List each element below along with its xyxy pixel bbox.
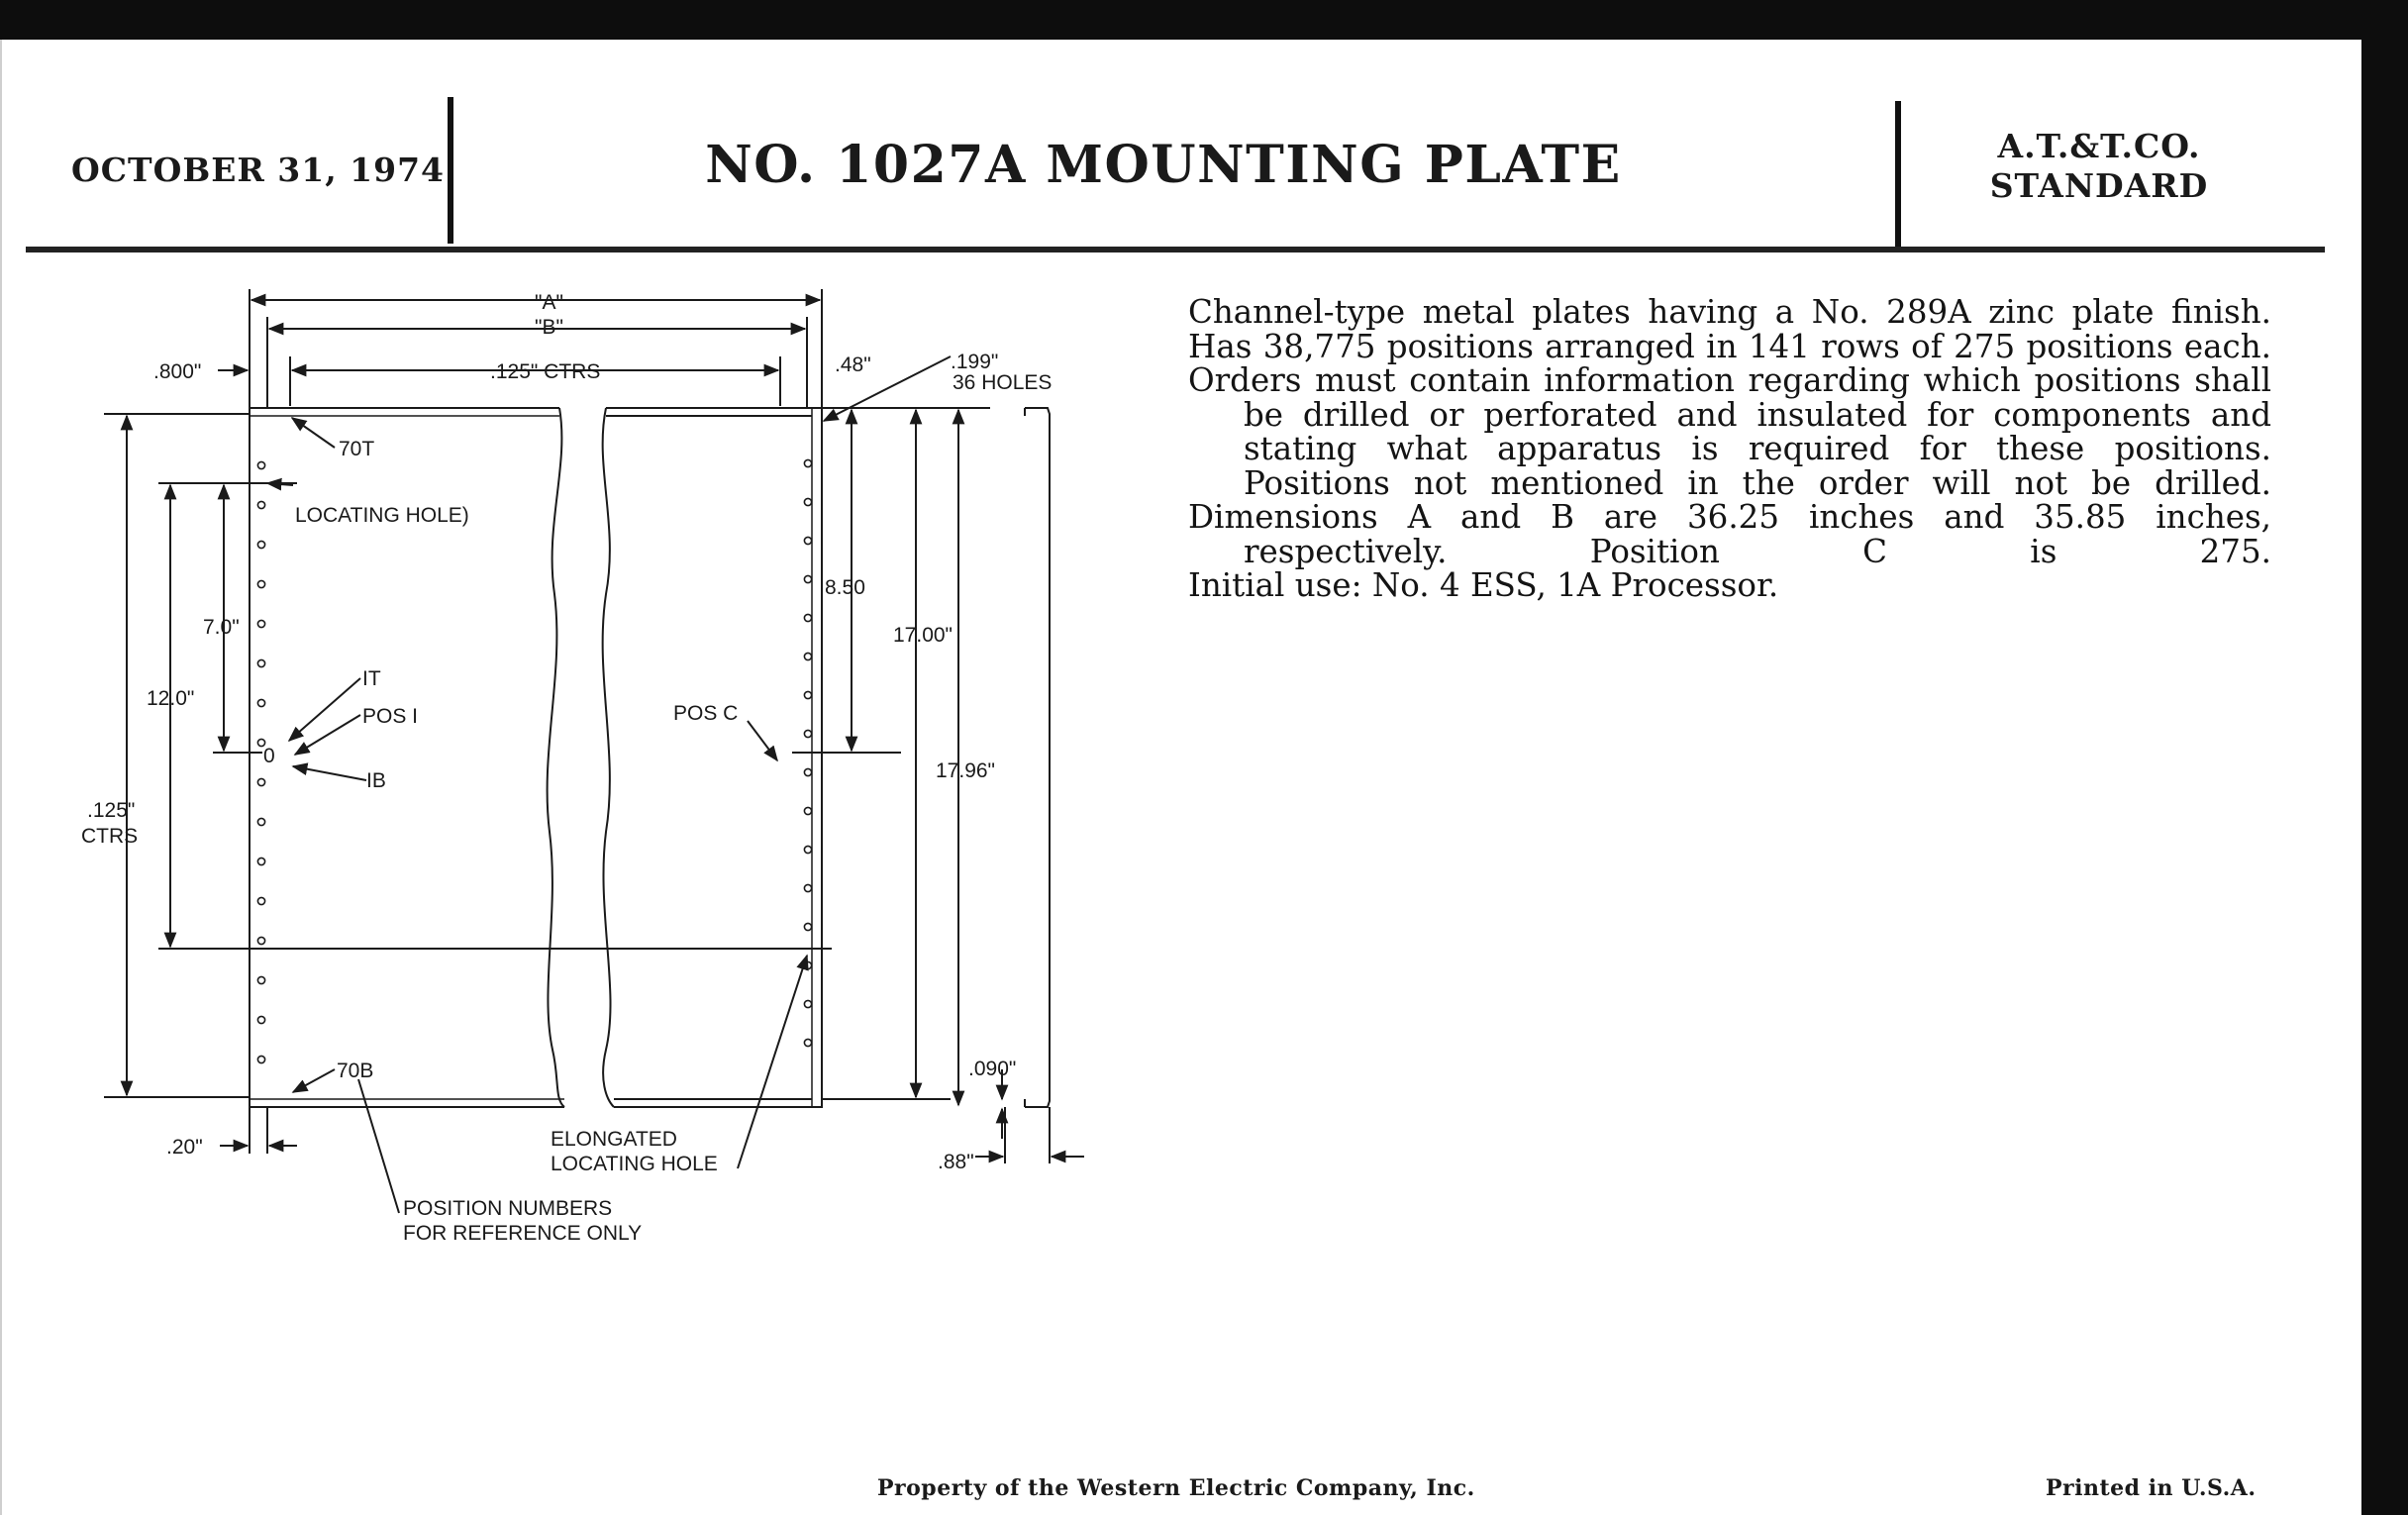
- scan-border-top: [0, 0, 2408, 40]
- position-hole: [804, 1039, 811, 1046]
- description: [1188, 295, 2271, 603]
- position-hole: [804, 1000, 811, 1007]
- label-ctrs-top: .125" CTRS: [490, 360, 601, 383]
- position-hole: [257, 976, 264, 983]
- break-line-left: [548, 408, 564, 1107]
- label-elongated-1: ELONGATED: [551, 1128, 677, 1151]
- position-hole: [257, 541, 264, 548]
- channel-flange: [1025, 408, 1050, 1107]
- plate-right-outline: [606, 408, 822, 1107]
- description-line-1: Channel-type metal plates having a No. 289A zinc plate finish.: [1188, 293, 2271, 331]
- label-pos-1: POS I: [362, 705, 419, 728]
- position-hole: [804, 807, 811, 814]
- standard-line-1: A.T.&T.CO.: [1997, 127, 2201, 165]
- label-ctrs-left-2: CTRS: [81, 825, 139, 848]
- position-hole: [257, 461, 264, 468]
- label-36-holes: 36 HOLES: [953, 371, 1053, 394]
- label-pos-1b: IB: [366, 769, 386, 792]
- position-hole: [257, 620, 264, 627]
- label-locating-hole: LOCATING HOLE): [295, 504, 469, 527]
- position-hole: [804, 768, 811, 775]
- label-dim-20: .20": [166, 1136, 203, 1159]
- position-hole: [257, 858, 264, 864]
- description-line-3: Orders must contain information regarding which positions shall be drilled or perforated and insulated for components and stating what apparatus is required for these positions. Positions not mentioned in the order will not be drilled.: [1188, 361, 2271, 502]
- label-ctrs-left-1: .125": [87, 799, 136, 822]
- position-hole: [257, 1056, 264, 1062]
- drawing-labels: [81, 291, 1052, 1245]
- label-dim-1700: 17.00": [893, 624, 953, 647]
- header-separator-right: [1895, 101, 1901, 248]
- position-hole: [804, 846, 811, 853]
- position-hole: [804, 459, 811, 466]
- position-hole: [804, 498, 811, 505]
- label-pos-70t: 70T: [339, 438, 375, 460]
- footer-printed: Printed in U.S.A.: [2046, 1475, 2257, 1501]
- position-hole: [804, 575, 811, 582]
- label-dim-800: .800": [153, 360, 202, 383]
- position-hole: [804, 691, 811, 698]
- position-hole: [257, 937, 264, 944]
- position-hole: [257, 897, 264, 904]
- label-dim-090: .090": [968, 1058, 1017, 1080]
- label-dim-12: 12.0": [147, 687, 195, 710]
- label-dim-7: 7.0": [203, 616, 240, 639]
- label-pos-c: POS C: [673, 702, 739, 725]
- position-hole: [804, 884, 811, 891]
- position-hole: [804, 961, 811, 968]
- header-rule: [26, 247, 2325, 252]
- label-dim-a: "A": [535, 291, 563, 314]
- position-hole: [257, 818, 264, 825]
- position-hole: [804, 923, 811, 930]
- position-hole: [804, 537, 811, 544]
- description-line-2: Has 38,775 positions arranged in 141 rows of 275 positions each.: [1188, 327, 2271, 365]
- mounting-plate-drawing: [0, 257, 1129, 1287]
- description-line-5: Initial use: No. 4 ESS, 1A Processor.: [1188, 566, 1779, 604]
- break-line-right: [603, 408, 614, 1107]
- position-hole: [804, 730, 811, 737]
- description-line-4: Dimensions A and B are 36.25 inches and 35.85 inches, respectively. Position C is 275.: [1188, 498, 2271, 570]
- label-pos-1t: IT: [362, 667, 381, 690]
- label-pos-zero: 0: [263, 745, 275, 767]
- position-hole: [257, 580, 264, 587]
- footer-property: Property of the Western Electric Company, Inc.: [877, 1475, 1475, 1501]
- label-dim-199: .199": [951, 351, 999, 373]
- position-hole: [257, 1016, 264, 1023]
- scan-border-right: [2361, 0, 2408, 1515]
- position-hole: [257, 659, 264, 666]
- label-note-2: FOR REFERENCE ONLY: [403, 1222, 643, 1245]
- label-dim-1796: 17.96": [936, 759, 996, 782]
- position-hole: [257, 501, 264, 508]
- header-standard: [1975, 127, 2223, 206]
- label-dim-48: .48": [835, 354, 871, 376]
- header-date: OCTOBER 31, 1974: [71, 151, 446, 189]
- label-note-1: POSITION NUMBERS: [403, 1197, 613, 1220]
- label-dim-88: .88": [938, 1151, 974, 1173]
- page-title: NO. 1027A MOUNTING PLATE: [705, 135, 1622, 195]
- position-hole: [804, 653, 811, 659]
- position-hole: [804, 614, 811, 621]
- label-dim-850: 8.50: [825, 576, 865, 599]
- label-dim-b: "B": [535, 316, 563, 339]
- label-pos-70b: 70B: [337, 1060, 374, 1082]
- position-hole: [257, 699, 264, 706]
- position-hole: [257, 778, 264, 785]
- label-elongated-2: LOCATING HOLE: [551, 1153, 718, 1175]
- standard-line-2: STANDARD: [1989, 166, 2209, 205]
